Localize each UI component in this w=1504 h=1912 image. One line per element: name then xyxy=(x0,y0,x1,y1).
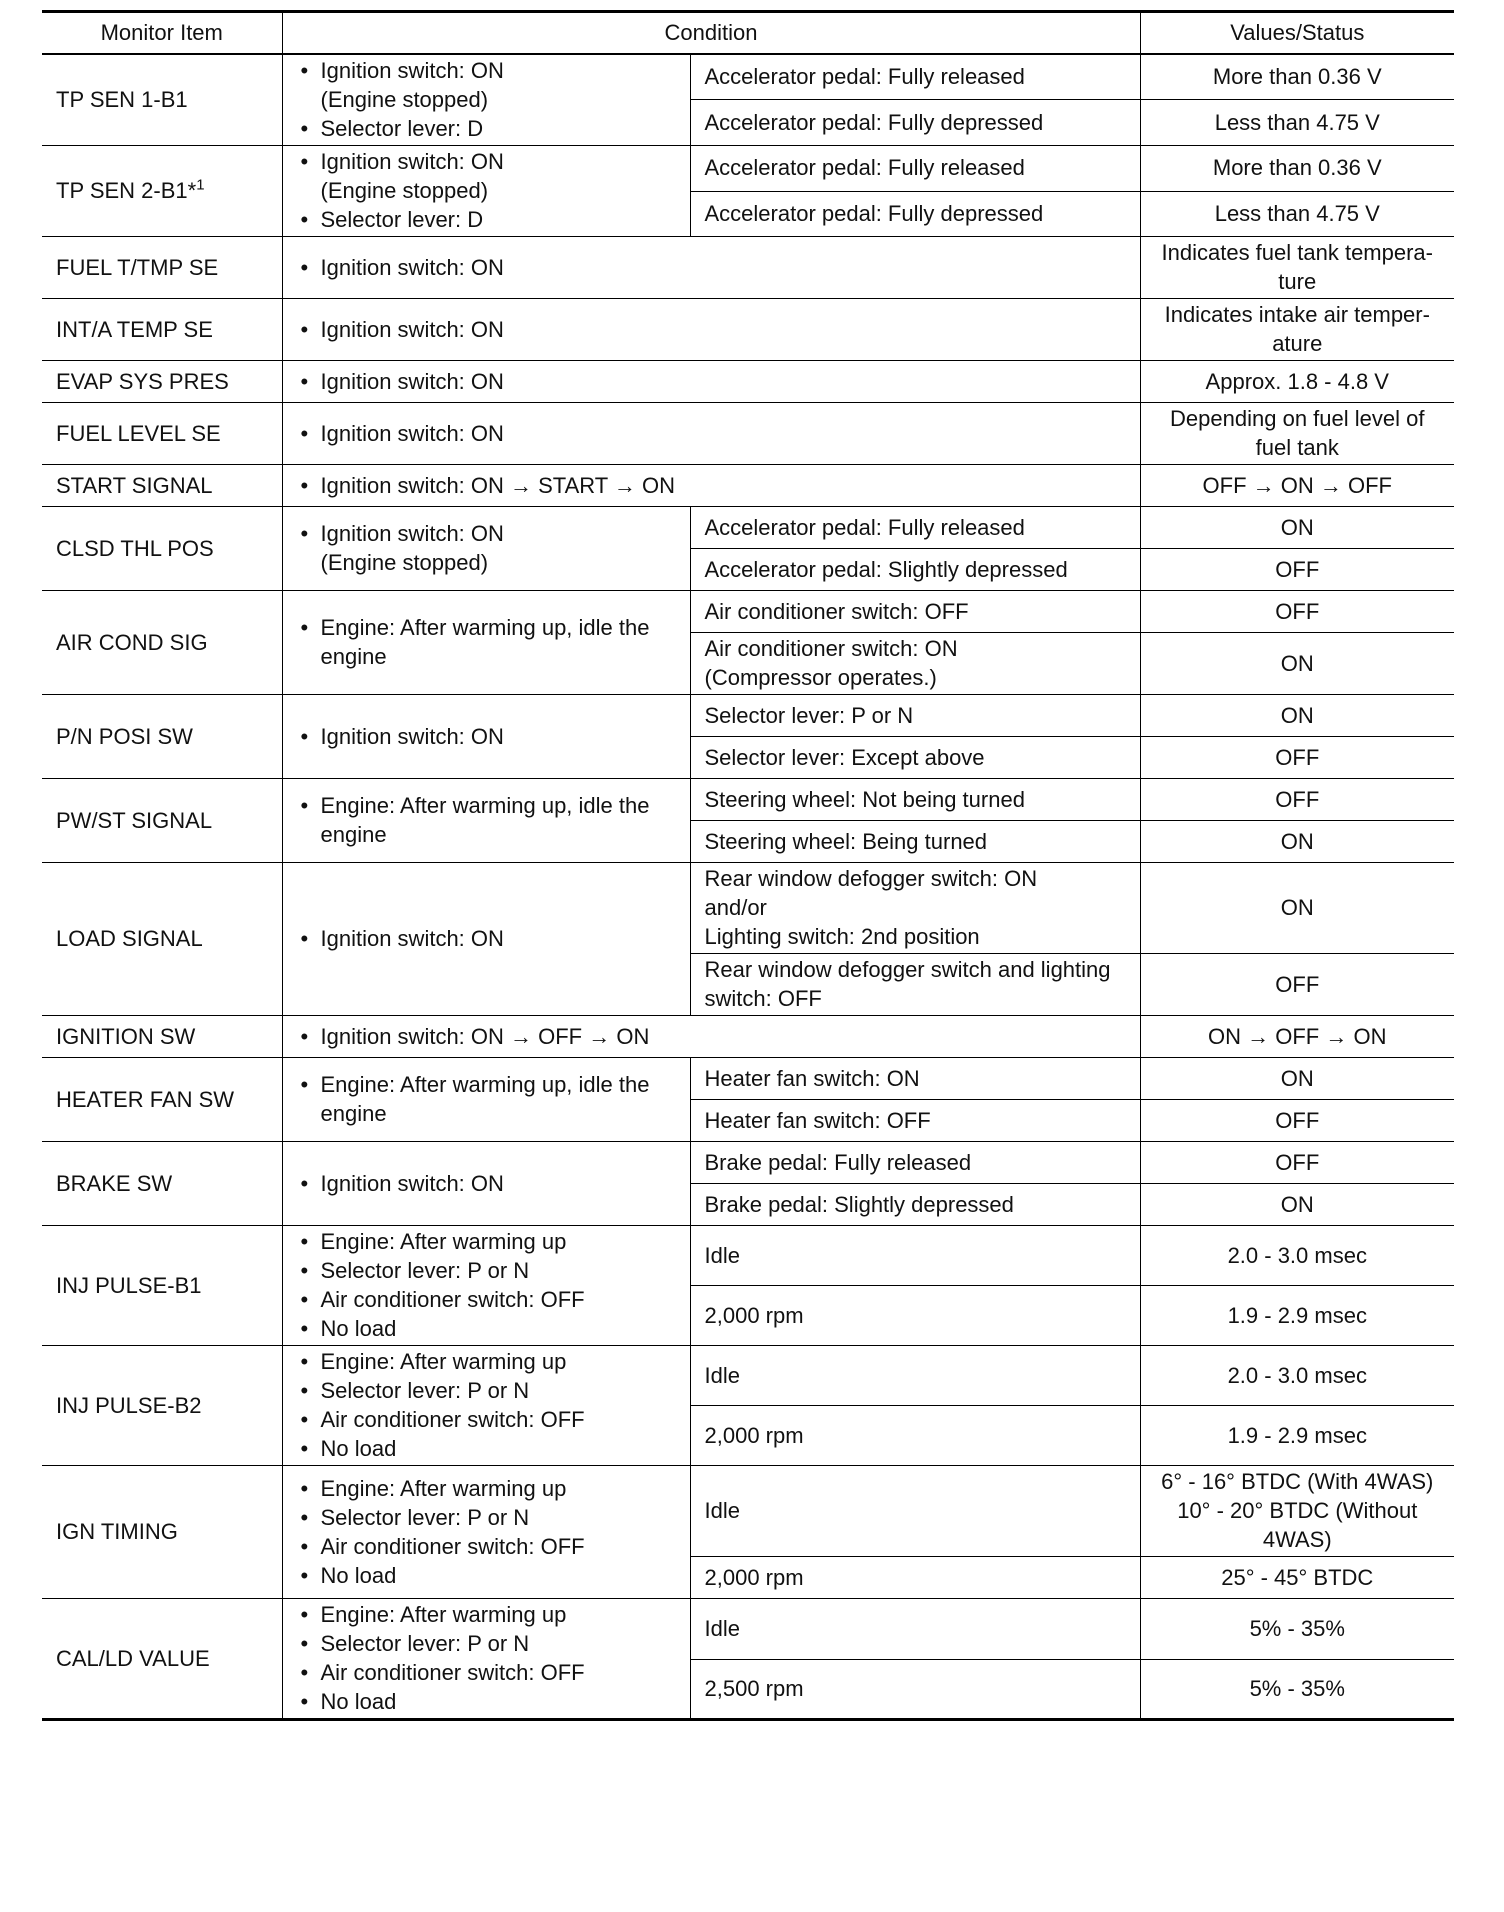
monitor-item-cell xyxy=(42,403,282,465)
header-row xyxy=(42,12,1454,55)
monitor-item-cell xyxy=(42,591,282,695)
sub-condition-cell: Selector lever: Except above xyxy=(690,737,1140,779)
value-cell: OFF xyxy=(1140,591,1454,633)
value-cell: ON xyxy=(1140,633,1454,695)
value-cell: ON xyxy=(1140,695,1454,737)
condition-bullet: • Selector lever: D xyxy=(297,114,676,143)
condition-bullet: • Engine: After warming up xyxy=(297,1227,676,1256)
sub-condition-cell: 2,000 rpm xyxy=(690,1557,1140,1599)
monitor-item-label: INJ PULSE-B1 xyxy=(56,1272,202,1298)
condition-cell xyxy=(282,361,1140,403)
monitor-item-cell xyxy=(42,146,282,237)
condition-list xyxy=(297,367,1126,396)
condition-bullet: • Engine: After warming up xyxy=(297,1474,676,1503)
condition-cell xyxy=(282,1226,690,1346)
condition-bullet: • Engine: After warming up, idle the engine xyxy=(297,791,676,849)
condition-list xyxy=(297,471,1126,500)
condition-bullet: • Ignition switch: ON xyxy=(297,367,1126,396)
table-row xyxy=(42,863,1454,954)
condition-bullet: • Ignition switch: ON → START → ON xyxy=(297,471,1126,500)
condition-bullet: • Ignition switch: ON (Engine stopped) xyxy=(297,56,676,114)
sub-condition-cell: Accelerator pedal: Fully released xyxy=(690,507,1140,549)
monitor-item-label: IGN TIMING xyxy=(56,1519,178,1544)
condition-bullet: • Engine: After warming up xyxy=(297,1347,676,1376)
monitor-item-cell xyxy=(42,465,282,507)
value-cell: More than 0.36 V xyxy=(1140,54,1454,100)
condition-bullet: • No load xyxy=(297,1561,676,1590)
sub-condition-cell: Idle xyxy=(690,1599,1140,1660)
condition-list xyxy=(297,1022,1126,1051)
table-row xyxy=(42,299,1454,361)
monitor-item-label: EVAP SYS PRES xyxy=(56,368,229,394)
monitor-item-label: INJ PULSE-B2 xyxy=(56,1392,202,1418)
condition-bullet: • Ignition switch: ON xyxy=(297,253,1126,282)
table-row xyxy=(42,146,1454,192)
monitor-item-cell xyxy=(42,1226,282,1346)
value-cell: OFF xyxy=(1140,1100,1454,1142)
condition-list xyxy=(297,791,676,849)
monitor-item-cell xyxy=(42,1346,282,1466)
value-cell: OFF xyxy=(1140,954,1454,1016)
value-cell: 6° - 16° BTDC (With 4WAS) 10° - 20° BTDC (Without 4WAS) xyxy=(1140,1466,1454,1557)
condition-cell xyxy=(282,863,690,1016)
condition-list xyxy=(297,1169,676,1198)
monitor-item-label: FUEL T/TMP SE xyxy=(56,254,219,280)
condition-cell xyxy=(282,54,690,146)
monitor-item-cell xyxy=(42,1599,282,1720)
monitor-item-cell xyxy=(42,695,282,779)
monitor-item-label: HEATER FAN SW xyxy=(56,1086,235,1112)
condition-list xyxy=(297,253,1126,282)
monitor-item-cell xyxy=(42,1016,282,1058)
sub-condition-cell: Accelerator pedal: Fully depressed xyxy=(690,191,1140,237)
condition-cell xyxy=(282,1466,690,1599)
condition-bullet: • Selector lever: P or N xyxy=(297,1503,676,1532)
table-row xyxy=(42,779,1454,821)
sub-condition-cell: Rear window defogger switch and lighting switch: OFF xyxy=(690,954,1140,1016)
condition-bullet: • Selector lever: P or N xyxy=(297,1256,676,1285)
condition-bullet: • No load xyxy=(297,1434,676,1463)
condition-cell xyxy=(282,1142,690,1226)
value-cell: ON xyxy=(1140,821,1454,863)
sub-condition-cell: Rear window defogger switch: ON and/or Lighting switch: 2nd position xyxy=(690,863,1140,954)
value-cell: OFF xyxy=(1140,737,1454,779)
monitor-item-label: LOAD SIGNAL xyxy=(56,926,203,951)
condition-bullet: • Selector lever: P or N xyxy=(297,1376,676,1405)
condition-cell xyxy=(282,146,690,237)
value-cell: OFF xyxy=(1140,779,1454,821)
monitor-item-label: INT/A TEMP SE xyxy=(56,316,213,342)
table-body xyxy=(42,54,1454,1720)
condition-list xyxy=(297,613,676,671)
value-cell: 1.9 - 2.9 msec xyxy=(1140,1406,1454,1466)
monitor-item-cell xyxy=(42,1466,282,1599)
value-cell: OFF → ON → OFF xyxy=(1140,465,1454,507)
monitor-item-cell xyxy=(42,1058,282,1142)
value-cell: Approx. 1.8 - 4.8 V xyxy=(1140,361,1454,403)
condition-cell xyxy=(282,1346,690,1466)
value-cell: More than 0.36 V xyxy=(1140,146,1454,192)
sub-condition-cell: Brake pedal: Fully released xyxy=(690,1142,1140,1184)
condition-cell xyxy=(282,695,690,779)
table-row xyxy=(42,237,1454,299)
value-cell: OFF xyxy=(1140,549,1454,591)
monitor-item-label: FUEL LEVEL SE xyxy=(56,420,221,446)
condition-cell xyxy=(282,591,690,695)
table-row xyxy=(42,403,1454,465)
condition-list xyxy=(297,1600,676,1716)
value-cell: ON xyxy=(1140,863,1454,954)
condition-cell xyxy=(282,237,1140,299)
condition-bullet: • Ignition switch: ON xyxy=(297,722,676,751)
sub-condition-cell: Idle xyxy=(690,1226,1140,1286)
table-row xyxy=(42,507,1454,549)
sub-condition-cell: Heater fan switch: ON xyxy=(690,1058,1140,1100)
value-cell: ON xyxy=(1140,1184,1454,1226)
value-cell: ON xyxy=(1140,507,1454,549)
value-cell: Less than 4.75 V xyxy=(1140,191,1454,237)
header-values: Values/Status xyxy=(1140,12,1454,55)
monitor-item-cell xyxy=(42,299,282,361)
table-row xyxy=(42,1226,1454,1286)
value-cell: 2.0 - 3.0 msec xyxy=(1140,1226,1454,1286)
header-condition: Condition xyxy=(282,12,1140,55)
condition-bullet: • Ignition switch: ON (Engine stopped) xyxy=(297,147,676,205)
value-cell: Indicates fuel tank tempera- ture xyxy=(1140,237,1454,299)
sub-condition-cell: Air conditioner switch: OFF xyxy=(690,591,1140,633)
value-cell: Depending on fuel level of fuel tank xyxy=(1140,403,1454,465)
sub-condition-cell: Accelerator pedal: Fully released xyxy=(690,54,1140,100)
condition-cell xyxy=(282,465,1140,507)
table-row xyxy=(42,695,1454,737)
condition-list xyxy=(297,722,676,751)
monitor-item-cell xyxy=(42,507,282,591)
condition-cell xyxy=(282,1058,690,1142)
monitor-item-cell xyxy=(42,237,282,299)
table-row xyxy=(42,1058,1454,1100)
monitor-item-label: CLSD THL POS xyxy=(56,535,214,561)
condition-bullet: • Air conditioner switch: OFF xyxy=(297,1532,676,1561)
sub-condition-cell: Steering wheel: Not being turned xyxy=(690,779,1140,821)
condition-bullet: • Air conditioner switch: OFF xyxy=(297,1405,676,1434)
condition-bullet: • Ignition switch: ON → OFF → ON xyxy=(297,1022,1126,1051)
condition-list xyxy=(297,924,676,953)
condition-list xyxy=(297,315,1126,344)
table-row xyxy=(42,465,1454,507)
sub-condition-cell: Accelerator pedal: Fully depressed xyxy=(690,100,1140,146)
value-cell: 5% - 35% xyxy=(1140,1599,1454,1660)
value-cell: ON → OFF → ON xyxy=(1140,1016,1454,1058)
spec-table xyxy=(42,10,1454,1721)
condition-bullet: • Selector lever: D xyxy=(297,205,676,234)
condition-bullet: • No load xyxy=(297,1687,676,1716)
condition-cell xyxy=(282,507,690,591)
value-cell: 5% - 35% xyxy=(1140,1659,1454,1720)
sub-condition-cell: 2,000 rpm xyxy=(690,1286,1140,1346)
condition-bullet: • Selector lever: P or N xyxy=(297,1629,676,1658)
monitor-item-label: AIR COND SIG xyxy=(56,629,208,655)
condition-cell xyxy=(282,299,1140,361)
sub-condition-cell: Idle xyxy=(690,1346,1140,1406)
table-row xyxy=(42,1599,1454,1660)
sub-condition-cell: Steering wheel: Being turned xyxy=(690,821,1140,863)
sub-condition-cell: Accelerator pedal: Slightly depressed xyxy=(690,549,1140,591)
condition-cell xyxy=(282,403,1140,465)
monitor-item-label: TP SEN 2-B1* xyxy=(56,178,197,203)
condition-cell xyxy=(282,1599,690,1720)
monitor-item-cell xyxy=(42,54,282,146)
condition-cell xyxy=(282,1016,1140,1058)
sub-condition-cell: Idle xyxy=(690,1466,1140,1557)
condition-bullet: • Ignition switch: ON xyxy=(297,924,676,953)
monitor-item-cell xyxy=(42,1142,282,1226)
value-cell: 25° - 45° BTDC xyxy=(1140,1557,1454,1599)
table-row xyxy=(42,1142,1454,1184)
monitor-item-label: PW/ST SIGNAL xyxy=(56,807,213,833)
condition-list xyxy=(297,419,1126,448)
footnote-marker: 1 xyxy=(196,176,205,194)
table-row xyxy=(42,1016,1454,1058)
sub-condition-cell: 2,000 rpm xyxy=(690,1406,1140,1466)
table-row xyxy=(42,591,1454,633)
value-cell: ON xyxy=(1140,1058,1454,1100)
monitor-item-label: BRAKE SW xyxy=(56,1170,173,1196)
sub-condition-cell: Accelerator pedal: Fully released xyxy=(690,146,1140,192)
condition-list xyxy=(297,1227,676,1343)
sub-condition-cell: 2,500 rpm xyxy=(690,1659,1140,1720)
monitor-item-label: IGNITION SW xyxy=(56,1023,196,1049)
value-cell: Indicates intake air temper- ature xyxy=(1140,299,1454,361)
monitor-item-label: P/N POSI SW xyxy=(56,723,193,749)
condition-bullet: • Engine: After warming up, idle the engine xyxy=(297,1070,676,1128)
condition-bullet: • Ignition switch: ON xyxy=(297,419,1126,448)
value-cell: Less than 4.75 V xyxy=(1140,100,1454,146)
monitor-item-cell xyxy=(42,361,282,403)
value-cell: 1.9 - 2.9 msec xyxy=(1140,1286,1454,1346)
condition-bullet: • Air conditioner switch: OFF xyxy=(297,1285,676,1314)
table-row xyxy=(42,54,1454,100)
sub-condition-cell: Selector lever: P or N xyxy=(690,695,1140,737)
condition-list xyxy=(297,147,676,234)
condition-cell xyxy=(282,779,690,863)
condition-bullet: • No load xyxy=(297,1314,676,1343)
condition-bullet: • Ignition switch: ON xyxy=(297,1169,676,1198)
monitor-item-label: CAL/LD VALUE xyxy=(56,1645,210,1671)
condition-list xyxy=(297,1347,676,1463)
condition-bullet: • Engine: After warming up xyxy=(297,1600,676,1629)
value-cell: 2.0 - 3.0 msec xyxy=(1140,1346,1454,1406)
condition-list xyxy=(297,1070,676,1128)
monitor-item-cell xyxy=(42,779,282,863)
condition-list xyxy=(297,519,676,577)
condition-list xyxy=(297,1474,676,1590)
header-monitor-item: Monitor Item xyxy=(42,12,282,55)
condition-bullet: • Air conditioner switch: OFF xyxy=(297,1658,676,1687)
monitor-item-cell xyxy=(42,863,282,1016)
monitor-item-label: TP SEN 1-B1 xyxy=(56,87,188,112)
sub-condition-cell: Brake pedal: Slightly depressed xyxy=(690,1184,1140,1226)
condition-list xyxy=(297,56,676,143)
sub-condition-cell: Heater fan switch: OFF xyxy=(690,1100,1140,1142)
condition-bullet: • Ignition switch: ON (Engine stopped) xyxy=(297,519,676,577)
condition-bullet: • Ignition switch: ON xyxy=(297,315,1126,344)
value-cell: OFF xyxy=(1140,1142,1454,1184)
table-row xyxy=(42,1466,1454,1557)
condition-bullet: • Engine: After warming up, idle the engine xyxy=(297,613,676,671)
monitor-item-label: START SIGNAL xyxy=(56,472,213,498)
table-row xyxy=(42,361,1454,403)
table-row xyxy=(42,1346,1454,1406)
sub-condition-cell: Air conditioner switch: ON (Compressor operates.) xyxy=(690,633,1140,695)
